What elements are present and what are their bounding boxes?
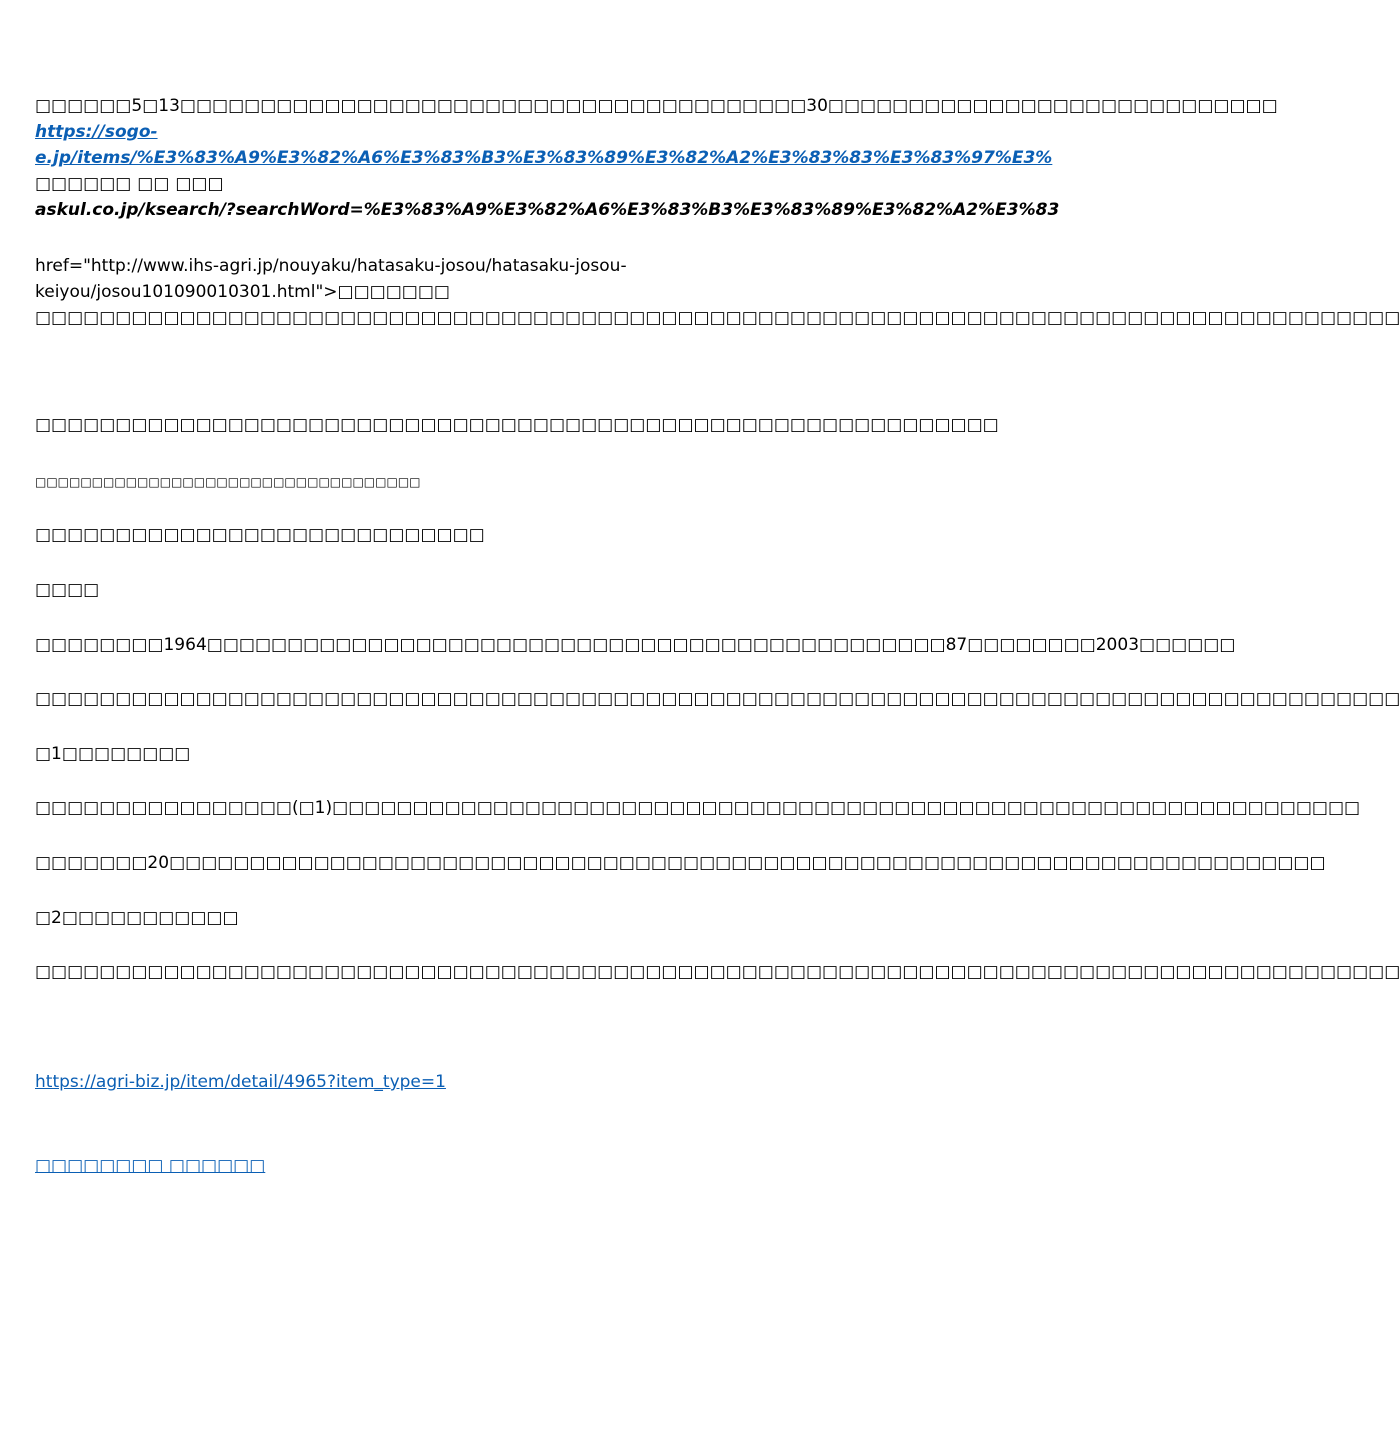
href-text-part1: href="http://www.ihs-agri.jp/nouyaku/hatasaku-josou/hatasaku-josou- xyxy=(35,256,627,276)
subheading-2: □2□□□□□□□□□□□ xyxy=(35,908,239,928)
sogo-link-part2[interactable]: e.jp/items/%E3%83%A9%E3%82%A6%E3%83%B3%E3%83%89%E3%82%A2%E3%83%83%E3%83%97%E3% xyxy=(35,148,1053,168)
paragraph-2: □□□□□□□□□□□□□□□□□□□□□□□□□□□□□□□□□□□□□□□□□□□□□□□□□□□□□□□□□□□□ xyxy=(35,415,999,435)
paragraph-20: □□□□□□□20□□□□□□□□□□□□□□□□□□□□□□□□□□□□□□□□□□□□□□□□□□□□□□□□□□□□□□□□□□□□□□□□□□□□□□□□ xyxy=(35,853,1326,873)
caption-line: □□□□□□ □□ □□□ xyxy=(35,174,224,194)
paragraph-long-2: □□□□□□□□□□□□□□□□□□□□□□□□□□□□□□□□□□□□□□□□□□□□□□□□□□□□□□□□□□□□□□□□□□□□□□□□□□□□□□□□□□□□□ xyxy=(35,689,1400,709)
paragraph-note-1: □□□□□□□□□□□□□□□□(□1)□□□□□□□□□□□□□□□□□□□□□□□□□□□□□□□□□□□□□□□□□□□□□□□□□□□□□□□□□□□□□□□□ xyxy=(35,798,1361,818)
paragraph-long-3: □□□□□□□□□□□□□□□□□□□□□□□□□□□□□□□□□□□□□□□□□□□□□□□□□□□□□□□□□□□□□□□□□□□□□□□□□□□□□□□□□□□□□ xyxy=(35,962,1400,982)
sogo-link-part1[interactable]: https://sogo- xyxy=(35,122,158,142)
subheading-1: □1□□□□□□□□ xyxy=(35,744,191,764)
agri-biz-link[interactable]: https://agri-biz.jp/item/detail/4965?item_type=1 xyxy=(35,1072,446,1092)
bottom-link[interactable]: □□□□□□□□ □□□□□□ xyxy=(35,1156,266,1176)
paragraph-1964: □□□□□□□□1964□□□□□□□□□□□□□□□□□□□□□□□□□□□□□□□□□□□□□□□□□□□□□□87□□□□□□□□2003□□□□□□ xyxy=(35,635,1236,655)
section-heading: □□□□ xyxy=(35,580,100,600)
href-text-part2: keiyou/josou101090010301.html">□□□□□□□ xyxy=(35,282,450,302)
paragraph-intro: □□□□□□5□13□□□□□□□□□□□□□□□□□□□□□□□□□□□□□□□□□□□□□□□30□□□□□□□□□□□□□□□□□□□□□□□□□□□□ xyxy=(35,96,1278,116)
paragraph-3: □□□□□□□□□□□□□□□□□□□□□□□□□□□□ xyxy=(35,525,485,545)
askul-url-text: askul.co.jp/ksearch/?searchWord=%E3%83%A9%E3%82%A6%E3%83%B3%E3%83%89%E3%82%A2%E3%83 xyxy=(35,200,1060,220)
small-note: □□□□□□□□□□□□□□□□□□□□□□□□□□□□□□□□□□ xyxy=(35,475,421,489)
paragraph-long-1: □□□□□□□□□□□□□□□□□□□□□□□□□□□□□□□□□□□□□□□□□□□□□□□□□□□□□□□□□□□□□□□□□□□□□□□□□□□□□□□□□□□□□ xyxy=(35,308,1400,328)
